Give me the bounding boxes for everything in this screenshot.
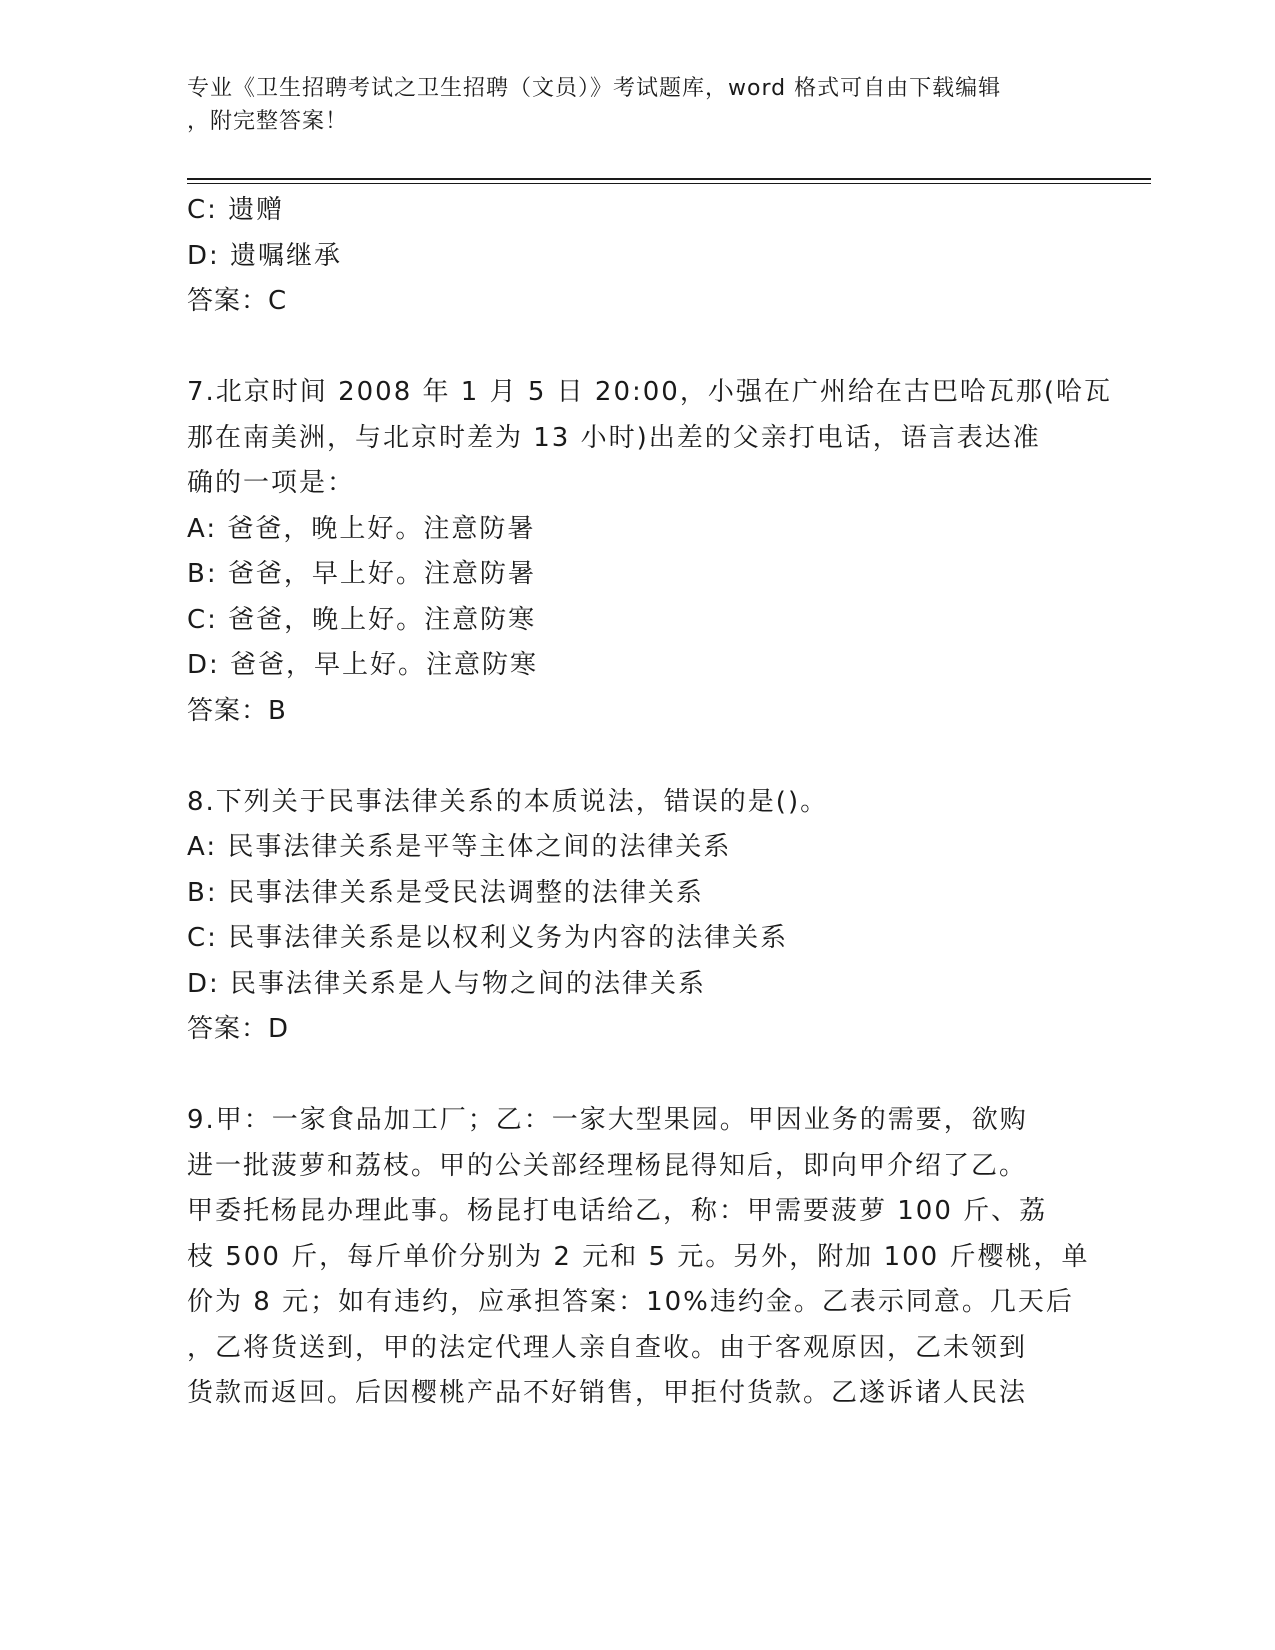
option-b: B: 爸爸，早上好。注意防暑 [187,559,536,589]
question-text-line: ，乙将货送到，甲的法定代理人亲自查收。由于客观原因，乙未领到 [187,1332,1028,1363]
answer: 答案：C [187,286,288,316]
header-rule-thick [187,178,1151,180]
question-text-line: 甲委托杨昆办理此事。杨昆打电话给乙，称：甲需要菠萝 100 斤、荔 [187,1196,1048,1226]
question-text-line: 8.下列关于民事法律关系的本质说法，错误的是()。 [187,786,829,817]
page-header [187,72,1067,138]
question-text-line: 货款而返回。后因樱桃产品不好销售，甲拒付货款。乙遂诉诸人民法 [187,1378,1028,1408]
spacer [187,734,1077,780]
option-c: C: 爸爸，晚上好。注意防寒 [187,604,537,635]
document-body [187,188,1112,1417]
header-line-1: 专业《卫生招聘考试之卫生招聘（文员）》考试题库，word 格式可自由下载编辑 [187,76,1002,101]
option-d: D: 民事法律关系是人与物之间的法律关系 [187,968,707,999]
question-7 [187,370,1112,734]
option-c: C: 民事法律关系是以权利义务为内容的法律关系 [187,923,789,953]
header-rule-thin [187,183,1151,184]
option-d: D: 爸爸，早上好。注意防寒 [187,650,539,680]
question-8 [187,780,1077,1053]
answer: 答案：D [187,1014,290,1044]
option-a: A: 民事法律关系是平等主体之间的法律关系 [187,832,732,862]
question-text-line: 7.北京时间 2008 年 1 月 5 日 20:00，小强在广州给在古巴哈瓦那(哈瓦 [187,377,1112,407]
spacer [187,325,1077,371]
question-text-line: 枝 500 斤，每斤单价分别为 2 元和 5 元。另外，附加 100 斤樱桃，单 [187,1241,1090,1272]
option-b: B: 民事法律关系是受民法调整的法律关系 [187,877,704,908]
header-line-2: ，附完整答案！ [187,109,349,134]
question-text-line: 9.甲：一家食品加工厂；乙：一家大型果园。甲因业务的需要，欲购 [187,1105,1028,1135]
question-text-line: 确的一项是： [187,468,356,498]
option-a: A: 爸爸，晚上好。注意防暑 [187,513,536,544]
question-text-line: 那在南美洲，与北京时差为 13 小时)出差的父亲打电话，语言表达准 [187,422,1041,453]
spacer [187,1053,1077,1099]
question-text-line: 价为 8 元；如有违约，应承担答案：10%违约金。乙表示同意。几天后 [187,1287,1074,1317]
question-9 [187,1098,1090,1417]
question-text-line: 进一批菠萝和荔枝。甲的公关部经理杨昆得知后，即向甲介绍了乙。 [187,1150,1028,1181]
option-d: D: 遗嘱继承 [187,240,343,271]
option-c: C: 遗赠 [187,195,285,225]
answer: 答案：B [187,695,287,726]
